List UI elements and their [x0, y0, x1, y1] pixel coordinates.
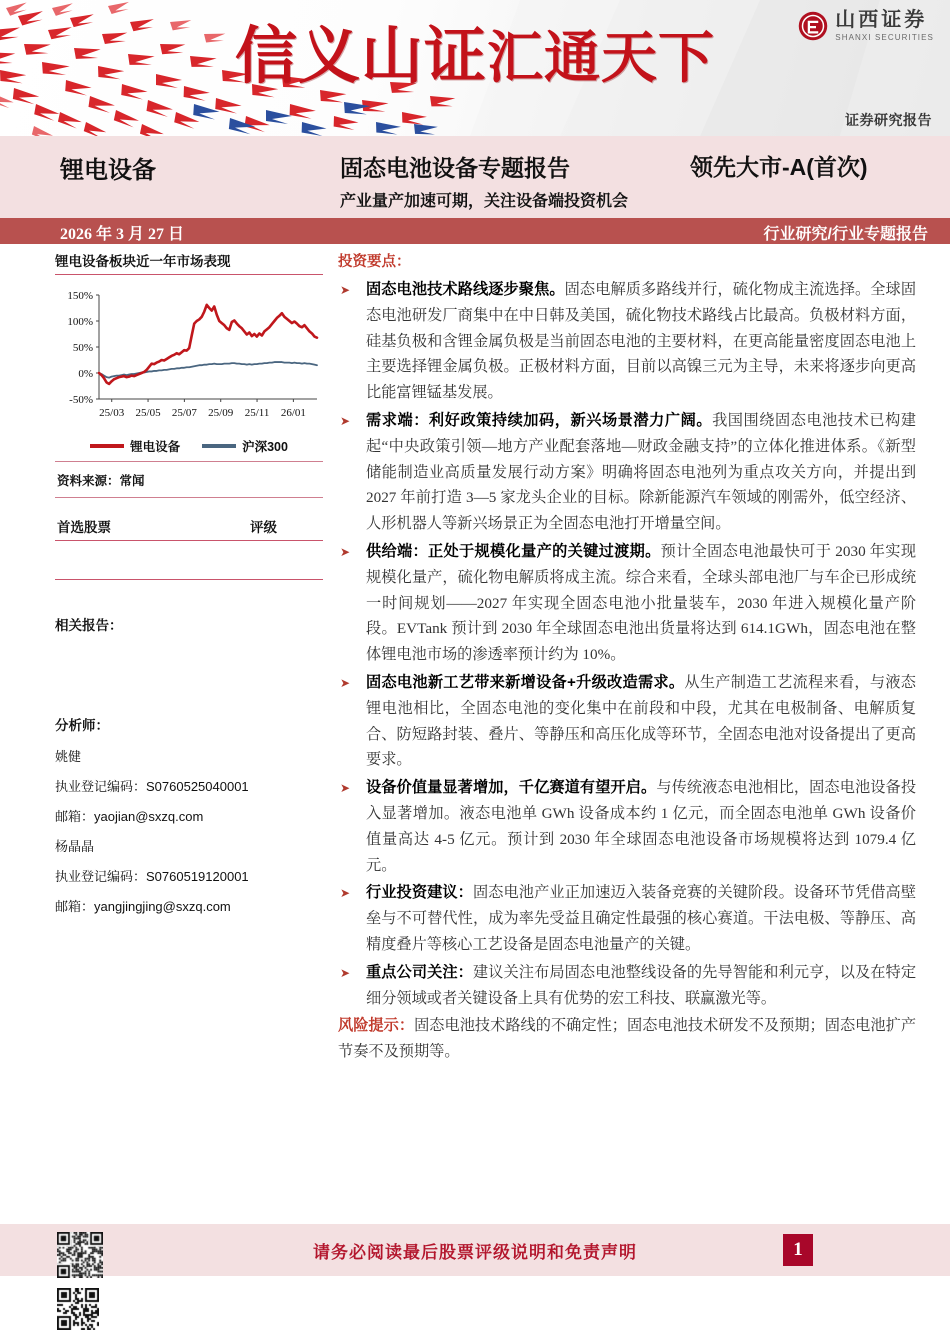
investment-point-text: 预计全固态电池最快可于 2030 年实现规模化量产，硫化物电解质将成主流。综合来看，全球头部电池厂与车企已形成统一时间规划——2027 年实现全固态电池小批量装车，2030 年进入规模化量产阶段。EVTank 预计到 2030 年全球固态电池出货量将达到 614.1GWh，固态电池在整体锂电池市场的渗透率预计约为 10%。: [366, 542, 917, 664]
logo-text-en: SHANXI SECURITIES: [835, 33, 934, 42]
svg-text:25/03: 25/03: [99, 407, 125, 419]
shanxi-securities-logo-icon: [798, 11, 828, 41]
legend-label-0: 锂电设备: [130, 440, 181, 454]
bullet-arrow-icon: ➤: [340, 886, 351, 901]
bullet-arrow-icon: ➤: [340, 544, 351, 559]
chart-source: 资料来源：常闻: [57, 474, 145, 488]
bullet-arrow-icon: ➤: [340, 675, 351, 690]
analyst-license: 执业登记编码：S0760519120001: [55, 869, 249, 884]
risk-warning-body: [338, 1013, 916, 1065]
investment-point-lead: 固态电池技术路线逐步聚焦。: [366, 281, 565, 298]
investment-point-text: 建议关注布局固态电池整线设备的先导智能和利元亨，以及在特定细分领域或者关键设备上具有优势的宏工科技、联赢激光等。: [366, 963, 917, 1007]
main-content: [338, 250, 916, 1065]
chart-svg: [55, 287, 323, 435]
investment-point-text: 固态电池产业正加速迈入装备竞赛的关键阶段。设备环节凭借高壁垒与不可替代性，成为率先受益且确定性最强的核心赛道。干法电极、等静压、高精度叠片等核心工艺设备是固态电池量产的关键。: [366, 884, 917, 953]
legend-item-0: [90, 437, 180, 455]
svg-text:25/09: 25/09: [208, 407, 234, 419]
investment-point-body: [366, 775, 916, 878]
analyst-email[interactable]: 邮箱：yangjingjing@sxzq.com: [55, 899, 231, 914]
bullet-arrow-icon: ➤: [340, 781, 351, 796]
investment-point-text: 固态电解质多路线并行，硫化物成主流选择。全球固态电池研发厂商集中在中日韩及美国，硫化物技术路线占比最高。负极材料方面，硅基负极和含锂金属负极是当前固态电池的主要材料，在更高能量密度固态电池上主要选择锂金属负极。正极材料方面，目前以高镍三元为主导，未来将逐步向更高比能富锂锰基发展。: [366, 281, 917, 402]
chart-legend: [55, 437, 323, 455]
investment-point-item: [338, 277, 916, 406]
svg-text:26/01: 26/01: [280, 407, 306, 419]
company-logo: [798, 10, 934, 42]
analyst-name: 杨晶晶: [55, 839, 95, 854]
banner-slogan-part2: 汇通天下: [487, 28, 716, 90]
analyst-email[interactable]: 邮箱：yaojian@sxzq.com: [55, 809, 204, 824]
investment-points-title: 投资要点：: [338, 254, 411, 270]
investment-point-text: 从生产制造工艺流程来看，与液态锂电池相比，全固态电池的变化集中在前段和中段，尤其在电极制备、电解质复合、防短路封装、叠片、等静压和高压化成等环节，全固态电池对设备提出了更高要求。: [366, 673, 916, 769]
investment-point-item: [338, 539, 916, 668]
svg-text:25/11: 25/11: [244, 407, 270, 419]
legend-swatch-1: [202, 444, 236, 448]
legend-swatch-0: [90, 444, 124, 448]
top-picks-table-body: [55, 541, 323, 579]
investment-point-body: [366, 277, 916, 406]
analyst-label: 分析师：: [55, 718, 109, 733]
investment-point-text: 与传统液态电池相比，固态电池设备投入显著增加。液态电池单 GWh 设备成本约 1 亿元，而全固态电池单 GWh 设备价值量高达 4-5 亿元。预计到 2030 年全球固态电池设备市场规模将达到 1079.4 亿元。: [366, 779, 917, 874]
divider: [55, 497, 323, 498]
investment-point-body: [366, 539, 916, 668]
column-header-stock: 首选股票: [57, 520, 111, 535]
footer-disclaimer: 请务必阅读最后股票评级说明和免责声明: [313, 1243, 637, 1262]
svg-text:25/07: 25/07: [171, 407, 197, 419]
logo-text-cn: 山西证券: [835, 9, 928, 31]
qr-code-bottom[interactable]: [57, 1288, 99, 1330]
investment-point-body: [366, 670, 916, 773]
investment-point-text: 我国围绕固态电池技术已构建起“中央政策引领—地方产业配套落地—财政金融支持”的立体化推进体系。《新型储能制造业高质量发展行动方案》明确将固态电池列为重点攻关方向，并提出到 2027 年前打造 3—5 家龙头企业的目标。除新能源汽车领域的刚需外，低空经济、人形机器人等新兴场景正为全固态电池打开增量空间。: [366, 411, 917, 533]
banner-slogan-part1: 信义山证: [235, 23, 488, 91]
date-bar: [0, 218, 950, 244]
investment-point-body: [366, 880, 916, 957]
investment-point-item: [338, 880, 916, 957]
investment-point-body: [366, 960, 916, 1012]
investment-point-item: [338, 408, 916, 537]
svg-text:-50%: -50%: [69, 394, 93, 406]
investment-points-list: [338, 277, 916, 1011]
risk-warning-text: 固态电池技术路线的不确定性；固态电池技术研发不及预期；固态电池扩产节奏不及预期等。: [338, 1017, 917, 1061]
banner-slogan: [235, 6, 715, 95]
legend-item-1: [202, 437, 288, 455]
rating-badge: 领先大市-A(首次): [690, 154, 868, 180]
investment-point-item: [338, 960, 916, 1012]
svg-text:150%: 150%: [67, 290, 93, 302]
report-subtitle: 产业量产加速可期，关注设备端投资机会: [340, 193, 629, 210]
investment-point-lead: 供给端：正处于规模化量产的关键过渡期。: [366, 542, 661, 560]
svg-text:100%: 100%: [67, 316, 93, 328]
investment-point-lead: 固态电池新工艺带来新增设备+升级改造需求。: [366, 673, 685, 691]
page-title: 固态电池设备专题报告: [340, 155, 570, 181]
industry-name: 锂电设备: [60, 157, 156, 184]
investment-point-item: [338, 775, 916, 878]
column-header-rating: 评级: [250, 520, 277, 535]
divider: [55, 274, 323, 275]
top-picks-table-header: [55, 516, 323, 540]
investment-point-item: [338, 670, 916, 773]
svg-text:50%: 50%: [72, 342, 93, 354]
report-date: 2026 年 3 月 27 日: [60, 226, 185, 243]
investment-point-lead: 需求端：利好政策持续加码，新兴场景潜力广阔。: [366, 411, 713, 429]
investment-point-lead: 设备价值量显著增加，千亿赛道有望开启。: [366, 779, 657, 797]
bullet-arrow-icon: ➤: [340, 965, 351, 980]
bullet-arrow-icon: ➤: [340, 283, 351, 297]
svg-text:0%: 0%: [78, 368, 93, 380]
analyst-name: 姚健: [55, 749, 82, 764]
report-category: 行业研究/行业专题报告: [763, 226, 928, 243]
bullet-arrow-icon: ➤: [340, 413, 351, 428]
investment-point-lead: 行业投资建议：: [366, 884, 473, 902]
qr-code-top[interactable]: [57, 1232, 103, 1278]
legend-label-1: 沪深300: [242, 440, 288, 454]
chart-heading: 锂电设备板块近一年市场表现: [55, 254, 231, 269]
sidebar: [55, 250, 323, 926]
title-band: [0, 136, 950, 218]
page-number-badge: 1: [783, 1234, 813, 1266]
divider: [55, 579, 323, 580]
page-banner: [0, 0, 950, 136]
investment-point-lead: 重点公司关注：: [366, 963, 473, 981]
risk-warning: [338, 1013, 916, 1065]
svg-text:25/05: 25/05: [135, 407, 161, 419]
analyst-license: 执业登记编码：S0760525040001: [55, 779, 249, 794]
related-reports-label: 相关报告：: [55, 618, 123, 633]
risk-warning-lead: 风险提示：: [338, 1017, 415, 1035]
market-performance-chart: [55, 287, 323, 435]
investment-point-body: [366, 408, 916, 537]
report-kind-label: 证券研究报告: [845, 112, 932, 128]
